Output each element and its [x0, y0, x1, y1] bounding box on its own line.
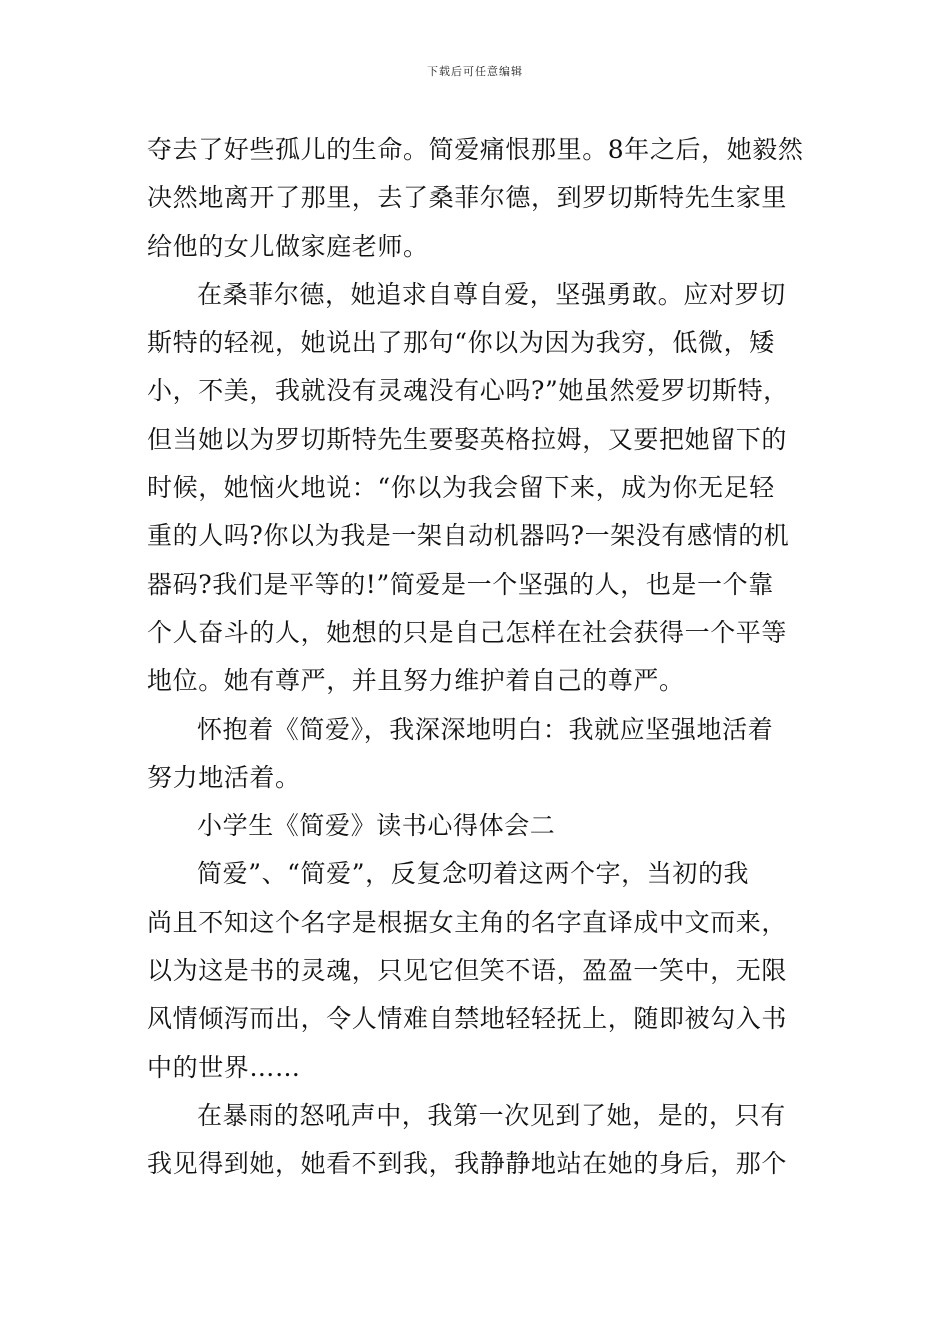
text-line: 中的世界……	[147, 1052, 301, 1082]
text-line: 器码?我们是平等的!”简爱是一个坚强的人，也是一个靠	[147, 569, 774, 599]
text-line: 地位。她有尊严，并且努力维护着自己的尊严。	[147, 666, 685, 696]
text-line: 重的人吗?你以为我是一架自动机器吗?一架没有感情的机	[147, 521, 790, 551]
text-line: 决然地离开了那里，去了桑菲尔德，到罗切斯特先生家里	[147, 183, 788, 213]
text-line: 在桑菲尔德，她追求自尊自爱，坚强勇敢。应对罗切	[197, 279, 786, 309]
text-line: 小，不美，我就没有灵魂没有心吗?”她虽然爱罗切斯特，	[147, 376, 789, 406]
text-line: 尚且不知这个名字是根据女主角的名字直译成中文而来，	[147, 907, 788, 937]
document-body	[147, 126, 807, 1189]
text-line: 小学生《简爱》读书心得体会二	[197, 811, 556, 841]
text-line: 但当她以为罗切斯特先生要娶英格拉姆，又要把她留下的	[147, 424, 788, 454]
text-line: 时候，她恼火地说：“你以为我会留下来，成为你无足轻	[147, 473, 775, 503]
text-line: 以为这是书的灵魂，只见它但笑不语，盈盈一笑中，无限	[147, 956, 788, 986]
page-header: 下载后可任意编辑	[427, 65, 523, 78]
text-line: 风情倾泻而出，令人情难自禁地轻轻抚上，随即被勾入书	[147, 1004, 788, 1034]
text-line: 斯特的轻视，她说出了那句“你以为因为我穷，低微，矮	[147, 328, 775, 358]
text-line: 简爱”、“简爱”，反复念叨着这两个字，当初的我	[197, 859, 750, 889]
text-line: 努力地活着。	[147, 762, 301, 792]
text-line: 怀抱着《简爱》，我深深地明白：我就应坚强地活着	[197, 714, 774, 744]
text-line: 在暴雨的怒吼声中，我第一次见到了她，是的，只有	[197, 1100, 786, 1130]
text-line: 给他的女儿做家庭老师。	[147, 231, 429, 261]
text-line: 个人奋斗的人，她想的只是自己怎样在社会获得一个平等	[147, 617, 788, 647]
text-line: 我见得到她，她看不到我，我静静地站在她的身后，那个	[147, 1149, 788, 1179]
text-line: 夺去了好些孤儿的生命。简爱痛恨那里。8年之后，她毅然	[147, 135, 804, 164]
